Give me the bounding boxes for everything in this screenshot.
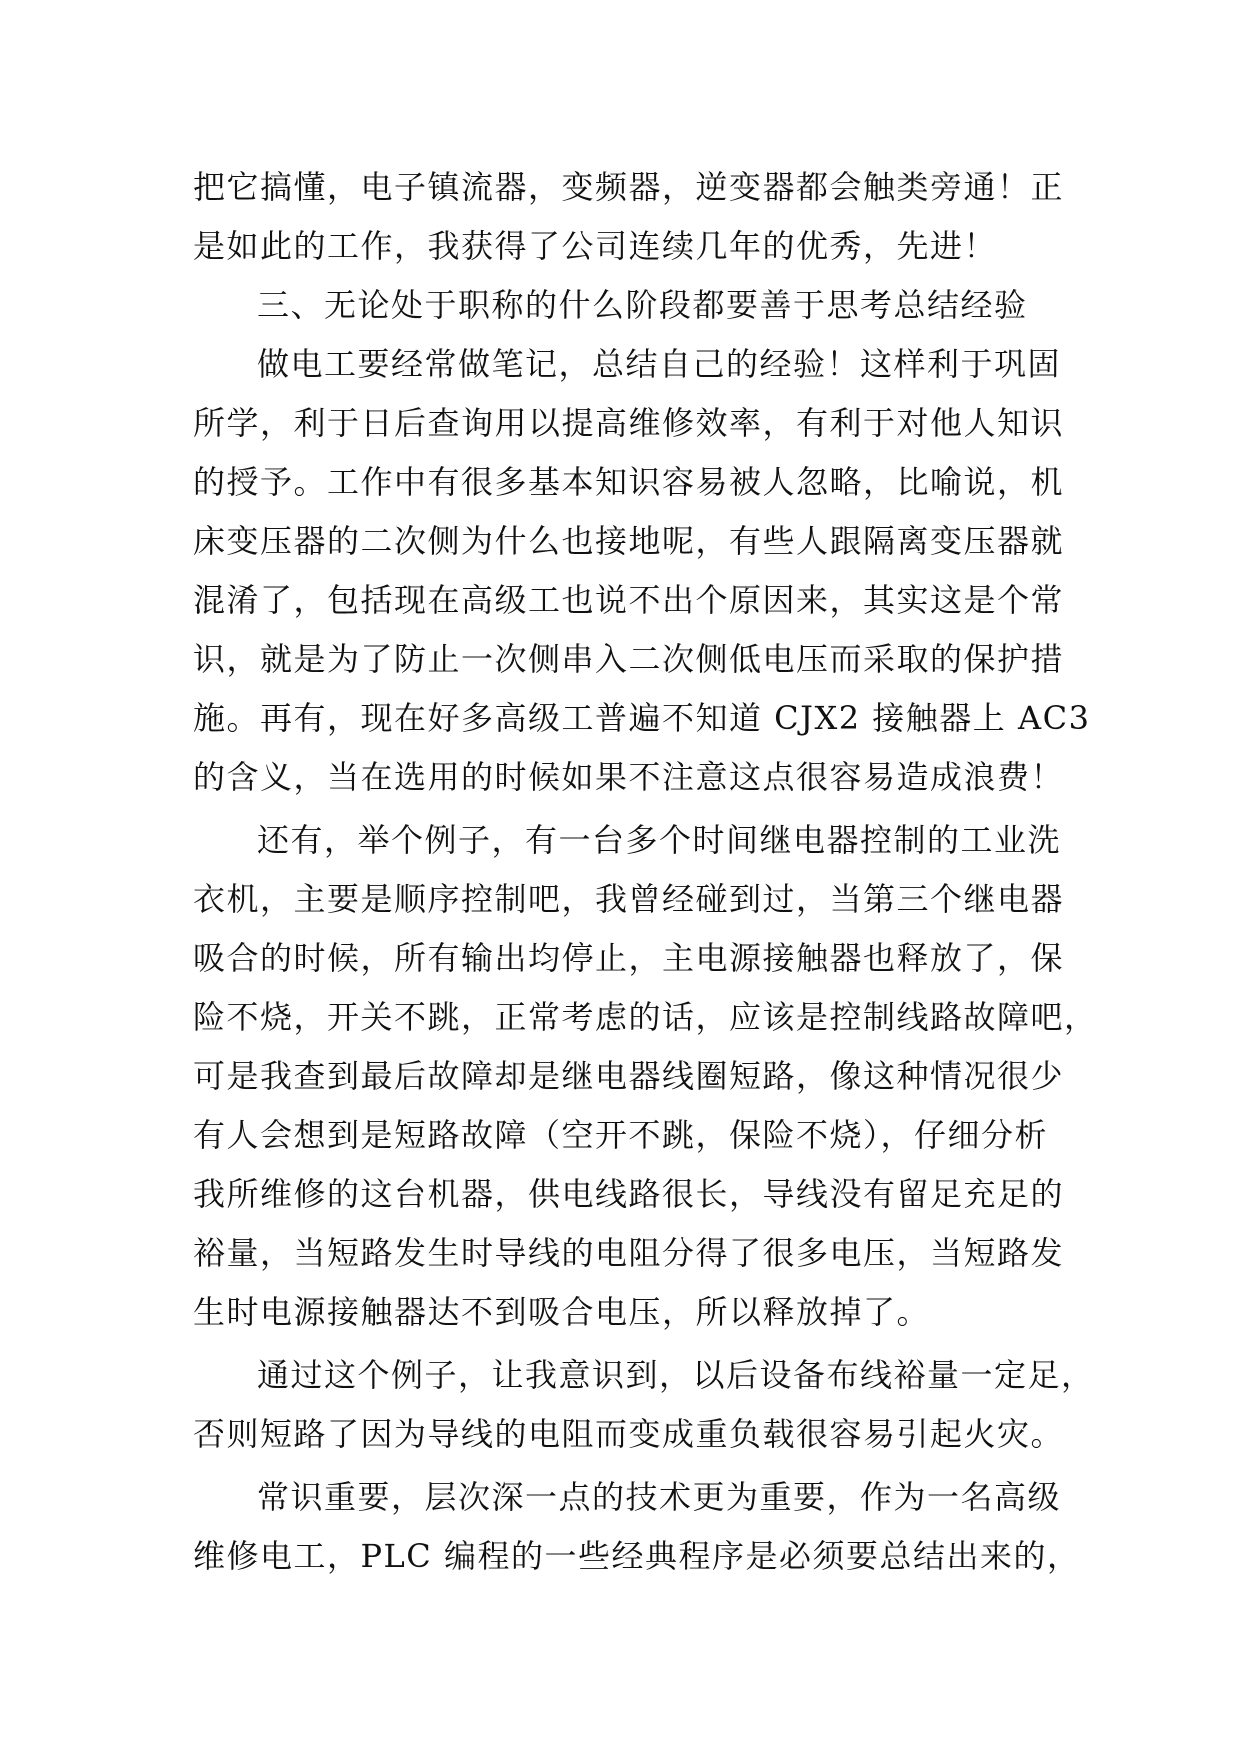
paragraph [193, 158, 1065, 276]
text-line: 生时电源接触器达不到吸合电压，所以释放掉了。 [193, 1293, 931, 1331]
text-line: 通过这个例子，让我意识到，以后设备布线裕量一定足， [257, 1356, 1095, 1394]
paragraph [193, 1468, 1081, 1586]
text-line: 做电工要经常做笔记，总结自己的经验！这样利于巩固 [257, 345, 1062, 383]
text-line: 的含义，当在选用的时候如果不注意这点很容易造成浪费！ [193, 758, 1065, 796]
text-line: 有人会想到是短路故障（空开不跳，保险不烧），仔细分析 [193, 1116, 1049, 1154]
text-line: 的授予。工作中有很多基本知识容易被人忽略，比喻说，机 [193, 463, 1065, 501]
text-line: 施。再有，现在好多高级工普遍不知道 CJX2 接触器上 AC3 [193, 699, 1091, 737]
text-line: 识，就是为了防止一次侧串入二次侧低电压而采取的保护措 [193, 640, 1065, 678]
text-line: 吸合的时候，所有输出均停止，主电源接触器也释放了，保 [193, 939, 1065, 977]
text-line: 床变压器的二次侧为什么也接地呢，有些人跟隔离变压器就 [193, 522, 1065, 560]
text-line: 混淆了，包括现在高级工也说不出个原因来，其实这是个常 [193, 581, 1065, 619]
document-body [193, 158, 1098, 1586]
text-line: 所学，利于日后查询用以提高维修效率，有利于对他人知识 [193, 404, 1065, 442]
text-line: 还有，举个例子，有一台多个时间继电器控制的工业洗 [257, 821, 1062, 859]
paragraph [193, 335, 1091, 807]
text-line: 否则短路了因为导线的电阻而变成重负载很容易引起火灾。 [193, 1415, 1065, 1453]
text-line: 我所维修的这台机器，供电线路很长，导线没有留足充足的 [193, 1175, 1065, 1213]
text-line: 裕量，当短路发生时导线的电阻分得了很多电压，当短路发 [193, 1234, 1065, 1272]
text-line: 维修电工，PLC 编程的一些经典程序是必须要总结出来的， [193, 1537, 1081, 1575]
text-line: 把它搞懂，电子镇流器，变频器，逆变器都会触类旁通！正 [193, 168, 1065, 206]
section-heading [193, 276, 1053, 335]
text-line: 常识重要，层次深一点的技术更为重要，作为一名高级 [257, 1478, 1062, 1516]
text-line: 是如此的工作，我获得了公司连续几年的优秀，先进！ [193, 227, 998, 265]
paragraph [193, 811, 1098, 1342]
text-line: 可是我查到最后故障却是继电器线圈短路，像这种情况很少 [193, 1057, 1065, 1095]
text-line: 险不烧，开关不跳，正常考虑的话，应该是控制线路故障吧， [193, 998, 1098, 1036]
text-line: 三、无论处于职称的什么阶段都要善于思考总结经验 [257, 286, 1028, 324]
paragraph [193, 1346, 1095, 1464]
text-line: 衣机，主要是顺序控制吧，我曾经碰到过，当第三个继电器 [193, 880, 1065, 918]
